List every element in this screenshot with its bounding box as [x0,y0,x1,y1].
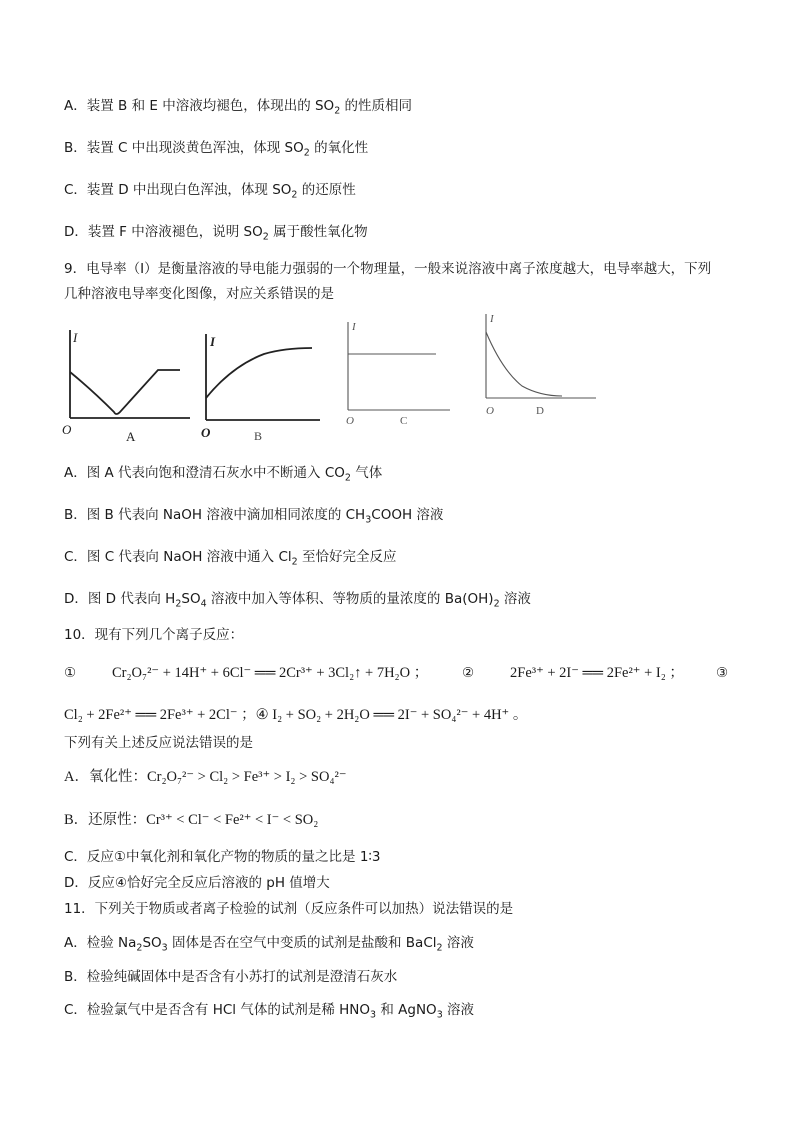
q8-option-b: B．装置 C 中出现淡黄色浑浊，体现 $SO_2$ 的氧化性 [64,140,369,159]
q10-option-c: C．反应①中氧化剂和氧化产物的物质的量之比是 1∶3 [64,849,381,865]
q10-reaction-3-number: ③ [716,665,729,681]
graph-d [486,314,596,398]
graph-b [206,334,320,420]
graph-c-label: C [400,415,408,427]
q9-graphs [62,310,622,450]
q11-option-a: A．检验 $Na_2SO_3$ 固体是否在空气中变质的试剂是盐酸和 BaCl$_2$ 溶液 [64,935,474,954]
graph-a-y-label: I [73,330,78,345]
graph-a-curve [70,370,180,414]
graph-b-y-label: I [210,334,216,349]
q11-option-b: B．检验纯碱固体中是否含有小苏打的试剂是澄清石灰水 [64,969,398,985]
graph-c-y-label: I [352,321,356,333]
q10-option-a: A．氧化性：Cr₂O₇²⁻ > Cl₂ > Fe³⁺ > I₂ > SO₄²⁻ [64,769,347,785]
graph-a-label: A [126,429,136,444]
graph-c [348,322,450,410]
q10-stem: 10．现有下列几个离子反应： [64,627,244,643]
graph-b-curve [206,348,312,398]
q10-question: 下列有关上述反应说法错误的是 [64,735,253,751]
graph-a [70,330,190,418]
q8-option-a: A．装置 B 和 E 中溶液均褪色，体现出的 $SO_2$ 的性质相同 [64,98,413,117]
graph-b-label: B [254,429,263,443]
q9-option-d: D．图 D 代表向 $H_2SO_4$ 溶液中加入等体积、等物质的量浓度的 $Ba(OH)_2$ 溶液 [64,591,531,610]
graph-d-y-label: I [490,313,494,325]
q9-option-b: B．图 B 代表向 NaOH 溶液中滴加相同浓度的 $CH_3COOH$ 溶液 [64,507,444,526]
q10-reaction-1-number: ① [64,665,77,681]
q8-option-c: C．装置 D 中出现白色浑浊，体现 $SO_2$ 的还原性 [64,182,356,201]
graph-b-origin: O [201,425,211,440]
q10-option-d: D．反应④恰好完全反应后溶液的 pH 值增大 [64,875,330,891]
q9-option-c: C．图 C 代表向 NaOH 溶液中通入 $Cl_2$ 至恰好完全反应 [64,549,397,568]
q10-option-b: B．还原性：Cr³⁺ < Cl⁻ < Fe²⁺ < I⁻ < SO₂ [64,812,319,828]
graph-a-origin: O [62,422,72,437]
graph-c-origin: O [346,415,354,427]
q10-reaction-1: Cr₂O₇²⁻ + 14H⁺ + 6Cl⁻ ══ 2Cr³⁺ + 3Cl₂↑ + 7H₂O ； [112,665,429,681]
q10-reaction-2-number: ② [462,665,475,681]
q11-option-c: C．检验氯气中是否含有 HCl 气体的试剂是稀 $HNO_3$ 和 AgNO$_3$ 溶液 [64,1002,475,1021]
q9-option-a: A．图 A 代表向饱和澄清石灰水中不断通入 $CO_2$ 气体 [64,465,383,484]
q10-reaction-3-and-4: Cl₂ + 2Fe²⁺ ══ 2Fe³⁺ + 2Cl⁻ ；④ I₂ + SO₂ + 2H₂O ══ 2I⁻ + SO₄²⁻ + 4H⁺ 。 [64,707,528,723]
q9-stem-line1: 9．电导率（I）是衡量溶液的导电能力强弱的一个物理量，一般来说溶液中离子浓度越大，电导率越大，下列 [64,261,712,277]
graph-d-origin: O [486,405,494,417]
q9-graph-panel [62,310,622,450]
graph-d-label: D [536,405,544,417]
q10-reaction-2: 2Fe³⁺ + 2I⁻ ══ 2Fe²⁺ + I₂ ； [510,665,684,681]
q8-option-d: D．装置 F 中溶液褪色，说明 $SO_2$ 属于酸性氧化物 [64,224,368,243]
q9-stem-line2: 几种溶液电导率变化图像，对应关系错误的是 [64,286,334,302]
q11-stem: 11．下列关于物质或者离子检验的试剂（反应条件可以加热）说法错误的是 [64,901,514,917]
graph-d-curve [486,332,562,396]
